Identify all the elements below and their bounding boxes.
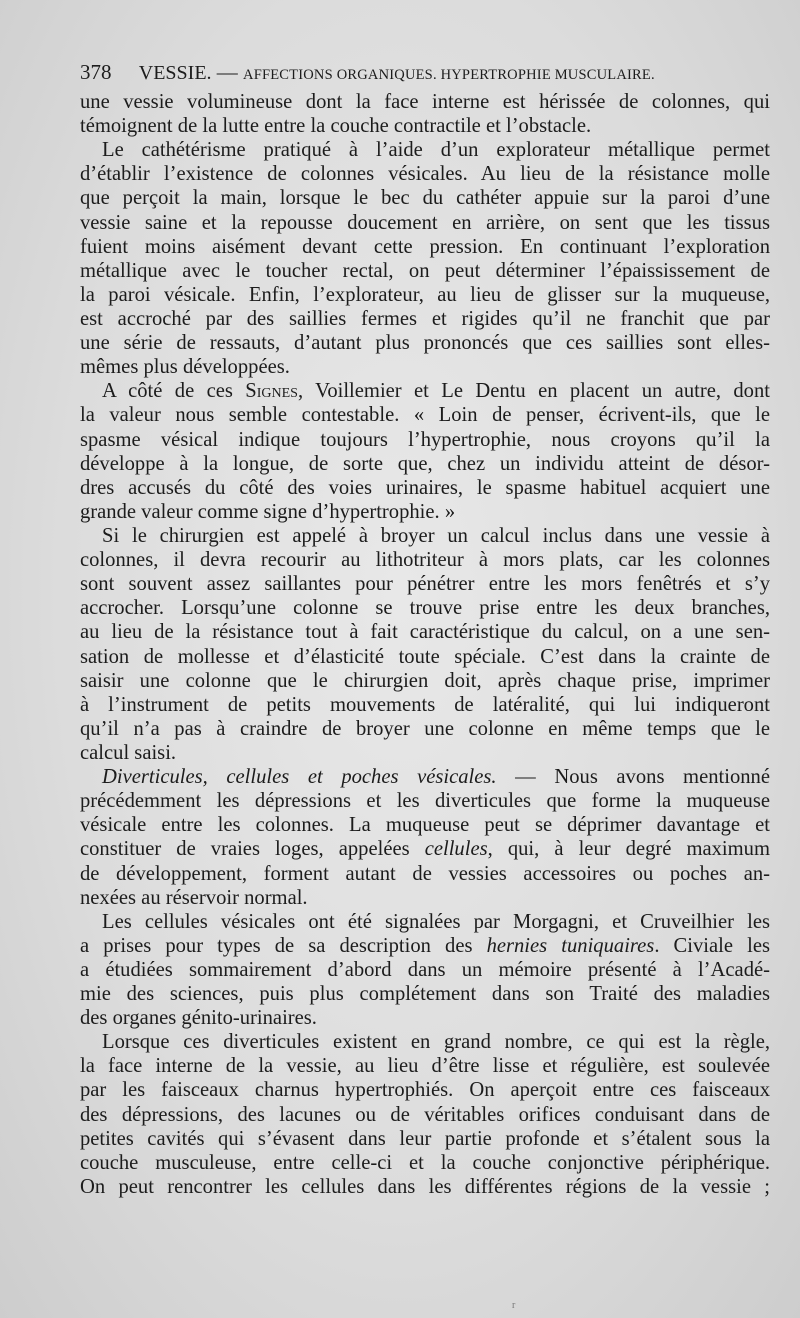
text-line (80, 355, 770, 379)
line-text: d’établir l’existence de colonnes vésicales. Au lieu de la résistance molle (80, 163, 770, 186)
small-caps-text: Signes (245, 380, 298, 403)
text-line (80, 789, 770, 813)
line-text: précédemment les dépressions et les diverticules que forme la muqueuse (80, 790, 770, 813)
line-text: développe à la longue, de sorte que, chez un individu atteint de désor- (80, 452, 770, 475)
line-text: par les faisceaux charnus hypertrophiés. On aperçoit entre ces faisceaux (80, 1079, 770, 1102)
text-line (80, 1175, 770, 1199)
bottom-mark: r (512, 1300, 516, 1311)
text-line (80, 1103, 770, 1127)
text-line (80, 114, 770, 138)
line-text: sont souvent assez saillantes pour pénétrer entre les mors fenêtrés et s’y (80, 573, 770, 596)
line-text: des organes génito-urinaires. (80, 1007, 317, 1030)
line-text: la valeur nous semble contestable. « Loin de penser, écrivent-ils, que le (80, 404, 770, 427)
line-text: une série de ressauts, d’autant plus prononcés que ces saillies sont elles- (80, 332, 770, 355)
text-line (80, 162, 770, 186)
text-line (80, 958, 770, 982)
line-text: Le cathétérisme pratiqué à l’aide d’un explorateur métallique permet (102, 139, 770, 162)
text-line (80, 379, 770, 403)
text-line (80, 934, 770, 958)
text-line (80, 235, 770, 259)
text-line (80, 90, 770, 114)
line-text: constituer de vraies loges, appelées (80, 838, 425, 861)
italic-text: hernies tuniquaires (486, 934, 655, 957)
text-line (80, 886, 770, 910)
line-text: Si le chirurgien est appelé à broyer un calcul inclus dans une vessie à (102, 524, 770, 547)
line-text: témoignent de la lutte entre la couche contractile et l’obstacle. (80, 115, 592, 138)
text-line (80, 476, 770, 500)
text-line (80, 186, 770, 210)
line-text: que perçoit la main, lorsque le bec du cathéter appuie sur la paroi d’une (80, 187, 770, 210)
text-line (80, 211, 770, 235)
header-dash: — (216, 60, 238, 84)
line-text: , qui, à leur degré maximum (487, 838, 770, 861)
body-text (80, 90, 770, 1199)
line-text: la face interne de la vessie, au lieu d’être lisse et régulière, est soulevée (80, 1055, 770, 1078)
line-text: mie des sciences, puis plus complétement dans son Traité des maladies (80, 983, 770, 1006)
line-text: spasme vésical indique toujours l’hypertrophie, nous croyons qu’il la (80, 428, 770, 451)
line-text: sation de mollesse et d’élasticité toute spéciale. C’est dans la crainte de (80, 645, 770, 668)
text-line (80, 524, 770, 548)
line-text: calcul saisi. (80, 741, 177, 764)
text-line (80, 596, 770, 620)
text-line (80, 910, 770, 934)
line-text: accrocher. Lorsqu’une colonne se trouve prise entre les deux branches, (80, 597, 770, 620)
line-text: la paroi vésicale. Enfin, l’explorateur, au lieu de glisser sur la muqueuse, (80, 283, 770, 306)
line-text: de développement, forment autant de vessies accessoires ou poches an- (80, 862, 770, 885)
line-text: dres accusés du côté des voies urinaires, le spasme habituel acquiert une (80, 476, 770, 499)
line-text: couche musculeuse, entre celle-ci et la couche conjonctive périphérique. (80, 1151, 770, 1174)
line-text: à l’instrument de petits mouvements de latéralité, qui lui indiqueront (80, 693, 770, 716)
line-text: Lorsque ces diverticules existent en grand nombre, ce qui est la règle, (102, 1031, 770, 1054)
text-line (80, 138, 770, 162)
italic-text: Diverticules, cellules et poches vésicales. (102, 766, 497, 789)
text-line (80, 1054, 770, 1078)
text-line (80, 331, 770, 355)
text-line (80, 1030, 770, 1054)
text-line (80, 452, 770, 476)
text-line (80, 283, 770, 307)
text-line (80, 862, 770, 886)
text-line (80, 572, 770, 596)
text-line (80, 813, 770, 837)
line-text: métallique avec le toucher rectal, on peut déterminer l’épaississement de (80, 259, 770, 282)
line-text: mêmes plus développées. (80, 356, 290, 379)
running-header (80, 58, 770, 86)
line-text: . Civiale les (654, 934, 770, 957)
text-line (80, 548, 770, 572)
page-number: 378 (80, 60, 112, 84)
text-line (80, 1006, 770, 1030)
line-text: nexées au réservoir normal. (80, 886, 308, 909)
line-text: , Voillemier et Le Dentu en placent un autre, dont (297, 380, 770, 403)
line-text: une vessie volumineuse dont la face interne est hérissée de colonnes, qui (80, 91, 770, 113)
text-line (80, 500, 770, 524)
text-line (80, 669, 770, 693)
text-line (80, 765, 770, 789)
line-text: vessie saine et la repousse doucement en arrière, on sent que les tissus (80, 211, 770, 234)
section-title: VESSIE. (138, 62, 212, 84)
text-line (80, 982, 770, 1006)
text-line (80, 403, 770, 427)
text-line (80, 1127, 770, 1151)
line-text: saisir une colonne que le chirurgien doit, après chaque prise, imprimer (80, 669, 770, 692)
line-text: petites cavités qui s’évasent dans leur partie profonde et s’étalent sous la (80, 1127, 770, 1150)
text-line (80, 259, 770, 283)
section-subtitle: AFFECTIONS ORGANIQUES. HYPERTROPHIE MUSCULAIRE. (243, 67, 655, 83)
text-line (80, 741, 770, 765)
text-line (80, 645, 770, 669)
text-line (80, 837, 770, 861)
line-text: a prises pour types de sa description des (80, 934, 487, 957)
line-text: colonnes, il devra recourir au lithotriteur à mors plats, car les colonnes (80, 549, 770, 572)
line-text: au lieu de la résistance tout à fait caractéristique du calcul, on a une sen- (80, 621, 770, 644)
line-text: — Nous avons mentionné (496, 766, 770, 789)
text-line (80, 693, 770, 717)
text-line (80, 307, 770, 331)
line-text: grande valeur comme signe d’hypertrophie. » (80, 500, 456, 523)
line-text: a étudiées sommairement d’abord dans un mémoire présenté à l’Acadé- (80, 958, 770, 981)
text-line (80, 1078, 770, 1102)
line-text: qu’il n’a pas à craindre de broyer une colonne en même temps que le (80, 717, 770, 740)
text-line (80, 1151, 770, 1175)
line-text: A côté de ces (102, 380, 246, 403)
line-text: des dépressions, des lacunes ou de véritables orifices conduisant dans de (80, 1103, 770, 1126)
text-line (80, 717, 770, 741)
line-text: est accroché par des saillies fermes et rigides qu’il ne franchit que par (80, 307, 770, 330)
text-line (80, 620, 770, 644)
line-text: fuient moins aisément devant cette pression. En continuant l’exploration (80, 235, 770, 258)
text-line (80, 428, 770, 452)
line-text: On peut rencontrer les cellules dans les différentes régions de la vessie ; (80, 1175, 770, 1198)
italic-text: cellules (424, 838, 488, 861)
line-text: Les cellules vésicales ont été signalées par Morgagni, et Cruveilhier les (102, 910, 770, 933)
line-text: vésicale entre les colonnes. La muqueuse peut se déprimer davantage et (80, 814, 770, 837)
